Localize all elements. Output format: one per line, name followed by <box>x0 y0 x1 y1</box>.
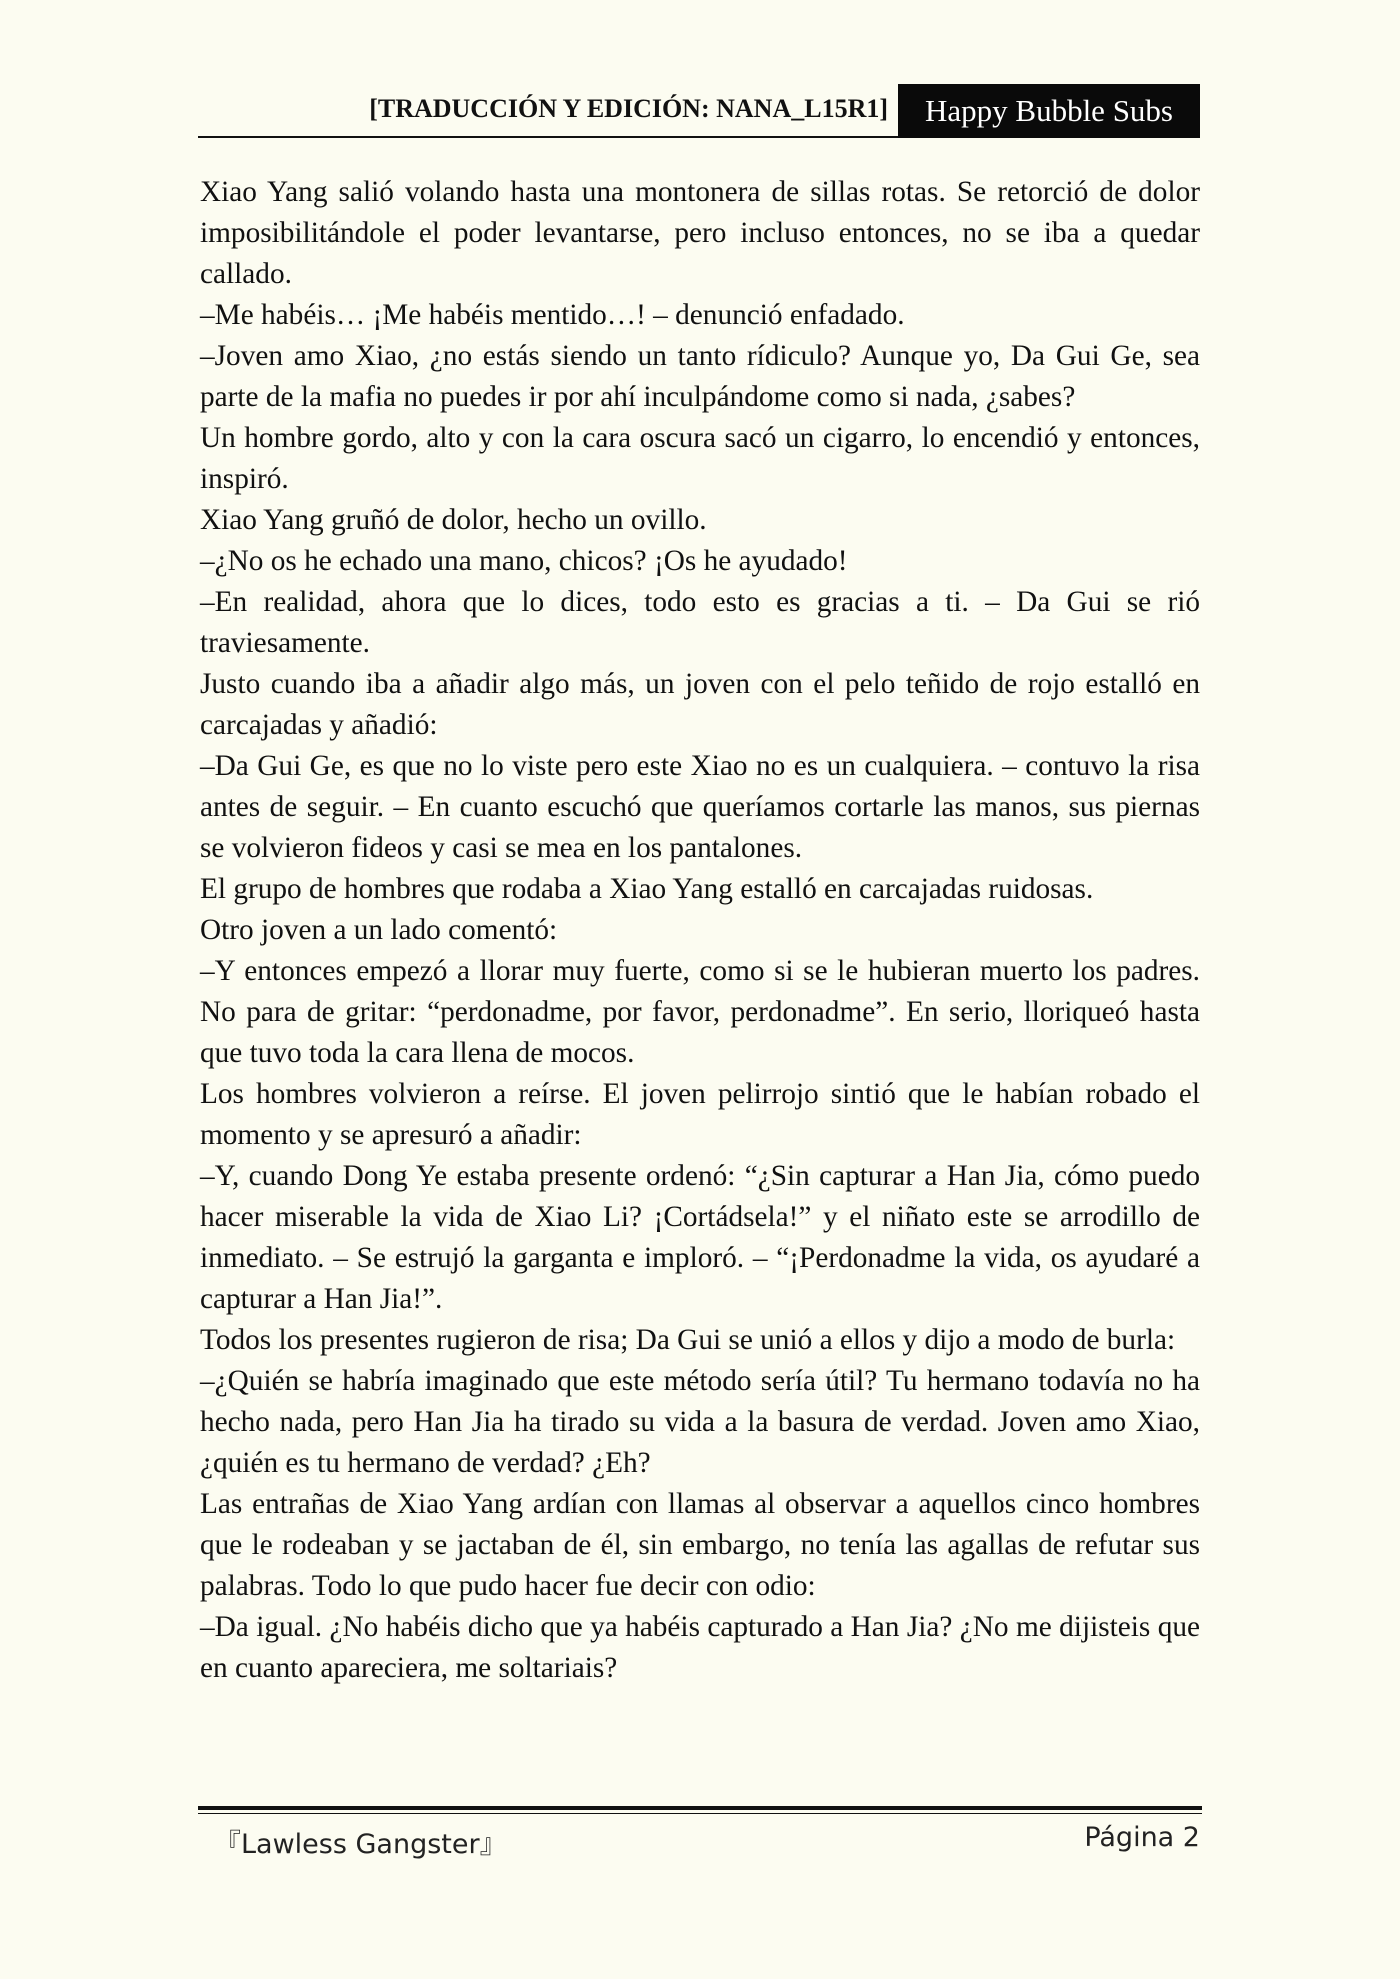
page-number: Página 2 <box>1084 1822 1200 1853</box>
body-text <box>200 172 1200 1689</box>
translator-credit: [TRADUCCIÓN Y EDICIÓN: NANA_L15R1] <box>369 94 888 123</box>
paragraph: Un hombre gordo, alto y con la cara oscura sacó un cigarro, lo encendió y entonces, inspiró. <box>200 422 1200 495</box>
paragraph: Todos los presentes rugieron de risa; Da Gui se unió a ellos y dijo a modo de burla: <box>200 1324 1176 1356</box>
paragraph: Justo cuando iba a añadir algo más, un joven con el pelo teñido de rojo estalló en carcajadas y añadió: <box>200 668 1200 741</box>
paragraph: Otro joven a un lado comentó: <box>200 914 558 946</box>
paragraph: –¿Quién se habría imaginado que este método sería útil? Tu hermano todavía no ha hecho nada, pero Han Jia ha tirado su vida a la basura de verdad. Joven amo Xiao, ¿quién es tu hermano de verdad? ¿Eh? <box>200 1365 1200 1479</box>
footer-divider-thick <box>198 1806 1202 1810</box>
paragraph: –¿No os he echado una mano, chicos? ¡Os he ayudado! <box>200 545 848 577</box>
footer-divider-thin <box>198 1813 1202 1814</box>
paragraph: –Da Gui Ge, es que no lo viste pero este Xiao no es un cualquiera. – contuvo la risa antes de seguir. – En cuanto escuchó que queríamos cortarle las manos, sus piernas se volvieron fideos y casi se mea en los pantalones. <box>200 750 1200 864</box>
paragraph: Los hombres volvieron a reírse. El joven pelirrojo sintió que le habían robado el momento y se apresuró a añadir: <box>200 1078 1200 1151</box>
paragraph: El grupo de hombres que rodaba a Xiao Yang estalló en carcajadas ruidosas. <box>200 873 1094 905</box>
paragraph: Xiao Yang salió volando hasta una montonera de sillas rotas. Se retorció de dolor imposibilitándole el poder levantarse, pero incluso entonces, no se iba a quedar callado. <box>200 176 1200 290</box>
paragraph: –Me habéis… ¡Me habéis mentido…! – denunció enfadado. <box>200 299 905 331</box>
paragraph: Las entrañas de Xiao Yang ardían con llamas al observar a aquellos cinco hombres que le rodeaban y se jactaban de él, sin embargo, no tenía las agallas de refutar sus palabras. Todo lo que pudo hacer fue decir con odio: <box>200 1488 1200 1602</box>
paragraph: Xiao Yang gruñó de dolor, hecho un ovillo. <box>200 504 707 536</box>
paragraph: –Y, cuando Dong Ye estaba presente ordenó: “¿Sin capturar a Han Jia, cómo puedo hacer miserable la vida de Xiao Li? ¡Cortádsela!” y el niñato este se arrodillo de inmediato. – Se estrujó la garganta e imploró. – “¡Perdonadme la vida, os ayudaré a capturar a Han Jia!”. <box>200 1160 1200 1315</box>
paragraph: –Y entonces empezó a llorar muy fuerte, como si se le hubieran muerto los padres. No para de gritar: “perdonadme, por favor, perdonadme”. En serio, lloriqueó hasta que tuvo toda la cara llena de mocos. <box>200 955 1200 1069</box>
paragraph: –Da igual. ¿No habéis dicho que ya habéis capturado a Han Jia? ¿No me dijisteis que en cuanto apareciera, me soltariais? <box>200 1611 1200 1684</box>
paragraph: –En realidad, ahora que lo dices, todo esto es gracias a ti. – Da Gui se rió traviesamente. <box>200 586 1200 659</box>
group-name-badge: Happy Bubble Subs <box>898 84 1200 138</box>
paragraph: –Joven amo Xiao, ¿no estás siendo un tanto rídiculo? Aunque yo, Da Gui Ge, sea parte de la mafia no puedes ir por ahí inculpándome como si nada, ¿sabes? <box>200 340 1200 413</box>
page-header <box>198 84 1200 138</box>
book-title: 『Lawless Gangster』 <box>214 1829 507 1860</box>
